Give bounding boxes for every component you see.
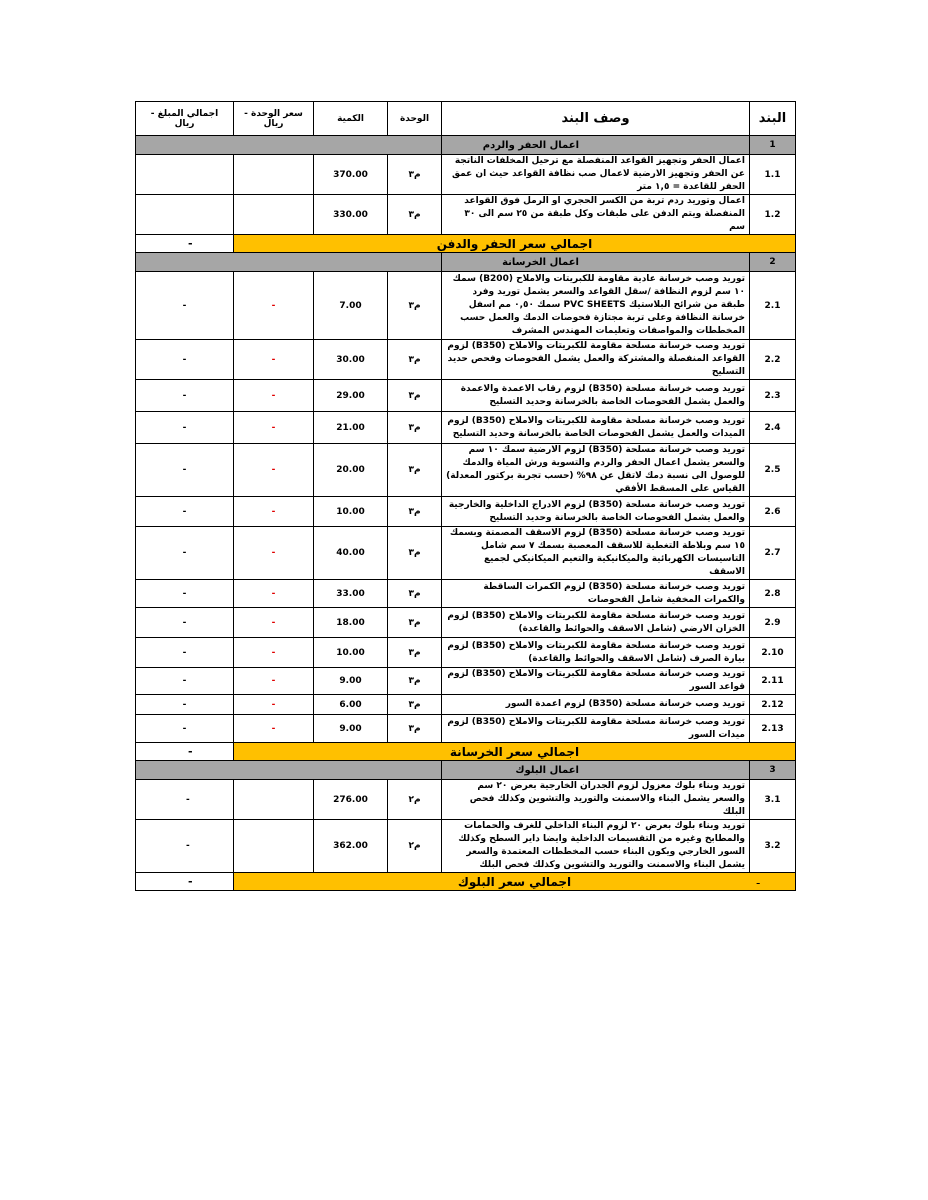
section-summary-value: - bbox=[136, 235, 234, 253]
table-row bbox=[136, 580, 796, 608]
item-description: توريد وبناء بلوك بعرض ٢٠ لزوم البناء الداخلي للغرف والحمامات والمطابخ وغيره من التقسيمات الداخلية وايضا داير السطح وكذلك السور الخارجي ويكون البناء حسب المخططات المعتمدة والسعر يشمل البناء والاسمنت والتوريد والتشوين وكذلك فحص البلك bbox=[442, 820, 750, 873]
item-description: توريد وصب خرسانة مسلحة (B350) لزوم اعمدة السور bbox=[442, 695, 750, 715]
table-row bbox=[136, 380, 796, 412]
table-row bbox=[136, 155, 796, 195]
header-item-no: البند bbox=[750, 102, 796, 136]
item-total: - bbox=[136, 380, 234, 412]
table-row bbox=[136, 695, 796, 715]
section-header-row bbox=[136, 761, 796, 780]
section-summary-label: اجمالي سعر البلوك bbox=[234, 873, 796, 891]
item-total: - bbox=[136, 820, 234, 873]
item-total: - bbox=[136, 668, 234, 695]
item-unit: م٣ bbox=[388, 608, 442, 638]
item-number: 2.1 bbox=[750, 272, 796, 340]
section-summary-label: اجمالي سعر الخرسانة bbox=[234, 743, 796, 761]
item-number: 2.7 bbox=[750, 527, 796, 580]
table-row bbox=[136, 497, 796, 527]
section-summary-row bbox=[136, 743, 796, 761]
item-quantity: 29.00 bbox=[314, 380, 388, 412]
section-summary-value: - bbox=[136, 743, 234, 761]
item-quantity: 6.00 bbox=[314, 695, 388, 715]
section-number: 2 bbox=[750, 253, 796, 272]
table-row bbox=[136, 444, 796, 497]
item-quantity: 33.00 bbox=[314, 580, 388, 608]
item-total: - bbox=[136, 444, 234, 497]
section-header-blank bbox=[136, 136, 442, 155]
table-row bbox=[136, 715, 796, 743]
item-total: - bbox=[136, 695, 234, 715]
item-unit: م٣ bbox=[388, 638, 442, 668]
item-quantity: 10.00 bbox=[314, 638, 388, 668]
item-unit-price: - bbox=[234, 580, 314, 608]
item-unit-price: - bbox=[234, 340, 314, 380]
item-quantity: 30.00 bbox=[314, 340, 388, 380]
table-row bbox=[136, 272, 796, 340]
section-title: اعمال الخرسانة bbox=[442, 253, 750, 272]
item-unit: م٣ bbox=[388, 272, 442, 340]
item-unit: م٣ bbox=[388, 580, 442, 608]
item-description: اعمال وتوريد ردم تربة من الكسر الحجري او الرمل فوق القواعد المنفصلة ويتم الدفن على طبقات وكل طبقة من ٢٥ سم الى ٣٠ سم bbox=[442, 195, 750, 235]
table-row bbox=[136, 608, 796, 638]
item-quantity: 18.00 bbox=[314, 608, 388, 638]
table-row bbox=[136, 340, 796, 380]
item-total bbox=[136, 195, 234, 235]
item-unit-price: - bbox=[234, 412, 314, 444]
item-unit: م٣ bbox=[388, 444, 442, 497]
item-unit-price: - bbox=[234, 444, 314, 497]
section-title: اعمال الحفر والردم bbox=[442, 136, 750, 155]
table-row bbox=[136, 527, 796, 580]
item-description: توريد وبناء بلوك معزول لزوم الجدران الخارجية بعرض ٢٠ سم والسعر يشمل البناء والاسمنت والتوريد والتشوين وكذلك فحص البلك bbox=[442, 780, 750, 820]
item-description: توريد وصب خرسانة مسلحة مقاومة للكبريتات والاملاح (B350) لزوم الخزان الارضي (شامل الاسقف والحوائط والقاعدة) bbox=[442, 608, 750, 638]
header-row bbox=[136, 102, 796, 136]
item-description: توريد وصب خرسانة مسلحة (B350) لزوم الكمرات الساقطة والكمرات المخفية شامل الفحوصات bbox=[442, 580, 750, 608]
item-total: - bbox=[136, 272, 234, 340]
section-summary-row bbox=[136, 873, 796, 891]
item-unit-price bbox=[234, 155, 314, 195]
item-unit-price bbox=[234, 780, 314, 820]
table-row bbox=[136, 668, 796, 695]
item-number: 2.8 bbox=[750, 580, 796, 608]
item-quantity: 20.00 bbox=[314, 444, 388, 497]
item-quantity: 276.00 bbox=[314, 780, 388, 820]
item-number: 2.6 bbox=[750, 497, 796, 527]
item-unit: م٣ bbox=[388, 412, 442, 444]
item-number: 3.1 bbox=[750, 780, 796, 820]
item-total: - bbox=[136, 608, 234, 638]
section-summary-label: اجمالي سعر الحفر والدفن bbox=[234, 235, 796, 253]
item-quantity: 9.00 bbox=[314, 715, 388, 743]
item-unit: م٣ bbox=[388, 527, 442, 580]
item-unit: م٣ bbox=[388, 155, 442, 195]
item-description: توريد وصب خرسانة مسلحة مقاومة للكبريتات والاملاح (B350) لزوم ميدات السور bbox=[442, 715, 750, 743]
item-total: - bbox=[136, 780, 234, 820]
item-unit-price: - bbox=[234, 527, 314, 580]
table-row bbox=[136, 780, 796, 820]
item-number: 2.9 bbox=[750, 608, 796, 638]
item-unit-price: - bbox=[234, 695, 314, 715]
item-unit-price: - bbox=[234, 668, 314, 695]
item-unit-price: - bbox=[234, 715, 314, 743]
item-number: 2.2 bbox=[750, 340, 796, 380]
item-total bbox=[136, 155, 234, 195]
item-unit: م٣ bbox=[388, 340, 442, 380]
item-description: توريد وصب خرسانة مسلحة (B350) لزوم الارضية سمك ١٠ سم والسعر يشمل اعمال الحفر والردم والتسوية ورش المياة والدمك للوصول الى نسبة دمك لاتقل عن ٩٨% (حسب تجربة بركتور المعدلة) القياس على المسقط الأفقي bbox=[442, 444, 750, 497]
item-unit-price: - bbox=[234, 497, 314, 527]
item-quantity: 370.00 bbox=[314, 155, 388, 195]
bill-of-quantities-table bbox=[135, 101, 796, 891]
header-description: وصف البند bbox=[442, 102, 750, 136]
item-quantity: 9.00 bbox=[314, 668, 388, 695]
section-number: 1 bbox=[750, 136, 796, 155]
item-description: توريد وصب خرسانة مسلحة مقاومة للكبريتات والاملاح (B350) لزوم بيارة الصرف (شامل الاسقف والحوائط والقاعدة) bbox=[442, 638, 750, 668]
item-unit-price: - bbox=[234, 638, 314, 668]
item-description: اعمال الحفر وتجهيز القواعد المنفصلة مع ترحيل المخلفات الناتجة عن الحفر وتجهيز الارضية لاعمال صب نظافة القواعد حيث ان عمق الحفر للقاعدة = ١,٥ متر bbox=[442, 155, 750, 195]
section-summary-value: - bbox=[136, 873, 234, 891]
item-unit: م٣ bbox=[388, 380, 442, 412]
item-number: 2.4 bbox=[750, 412, 796, 444]
item-number: 2.3 bbox=[750, 380, 796, 412]
item-quantity: 21.00 bbox=[314, 412, 388, 444]
item-total: - bbox=[136, 580, 234, 608]
item-unit: م٣ bbox=[388, 497, 442, 527]
item-number: 2.5 bbox=[750, 444, 796, 497]
item-unit-price: - bbox=[234, 608, 314, 638]
table-row bbox=[136, 412, 796, 444]
item-number: 1.2 bbox=[750, 195, 796, 235]
item-unit: م٣ bbox=[388, 715, 442, 743]
item-total: - bbox=[136, 527, 234, 580]
item-unit: م٣ bbox=[388, 695, 442, 715]
item-unit-price bbox=[234, 195, 314, 235]
item-number: 3.2 bbox=[750, 820, 796, 873]
item-description: توريد وصب خرسانة مسلحة مقاومة للكبريتات والاملاح (B350) لزوم الميدات والعمل يشمل الفحوصات الخاصة بالخرسانة وحديد التسليح bbox=[442, 412, 750, 444]
item-unit: م٢ bbox=[388, 820, 442, 873]
section-header-blank bbox=[136, 253, 442, 272]
page-mark: - bbox=[756, 876, 761, 890]
item-description: توريد وصب خرسانة مسلحة مقاومة للكبريتات والاملاح (B350) لزوم قواعد السور bbox=[442, 668, 750, 695]
item-quantity: 10.00 bbox=[314, 497, 388, 527]
item-unit-price bbox=[234, 820, 314, 873]
table-row bbox=[136, 820, 796, 873]
item-quantity: 362.00 bbox=[314, 820, 388, 873]
header-unit: الوحدة bbox=[388, 102, 442, 136]
item-quantity: 330.00 bbox=[314, 195, 388, 235]
item-unit-price: - bbox=[234, 272, 314, 340]
section-header-blank bbox=[136, 761, 442, 780]
header-quantity: الكمية bbox=[314, 102, 388, 136]
item-description: توريد وصب خرسانة عادية مقاومة للكبريتات والاملاح (B200) سمك ١٠ سم لزوم النظافة /سقل القواعد والسعر يشمل توريد وفرد طبقة من شرائح البلاستيك PVC SHEETS سمك ٠,٥٠ مم اسفل خرسانة النظافة وعلى تربة مجتازة فحوصات الدمك والعمل حسب المخططات والمواصفات وتعليمات المهندس المشرف bbox=[442, 272, 750, 340]
item-total: - bbox=[136, 497, 234, 527]
section-header-row bbox=[136, 136, 796, 155]
header-unit-price: سعر الوحدة - ريال bbox=[234, 102, 314, 136]
item-description: توريد وصب خرسانة مسلحة (B350) لزوم الاسقف المصمتة وبسمك ١٥ سم وبلاطة التغطية للاسقف المعصبة بسمك ٧ سم شامل التاسيسات الكهربائية والميكانيكية والتعيم الميكانيكي لجميع الاسقف bbox=[442, 527, 750, 580]
section-summary-row bbox=[136, 235, 796, 253]
item-number: 1.1 bbox=[750, 155, 796, 195]
item-quantity: 7.00 bbox=[314, 272, 388, 340]
item-unit: م٣ bbox=[388, 668, 442, 695]
item-total: - bbox=[136, 340, 234, 380]
table-row bbox=[136, 195, 796, 235]
item-number: 2.12 bbox=[750, 695, 796, 715]
section-title: اعمال البلوك bbox=[442, 761, 750, 780]
item-description: توريد وصب خرسانة مسلحة (B350) لزوم الادراج الداخلية والخارجية والعمل يشمل الفحوصات الخاصة بالخرسانة وحديد التسليح bbox=[442, 497, 750, 527]
section-header-row bbox=[136, 253, 796, 272]
item-number: 2.11 bbox=[750, 668, 796, 695]
item-total: - bbox=[136, 715, 234, 743]
item-unit: م٣ bbox=[388, 195, 442, 235]
item-unit-price: - bbox=[234, 380, 314, 412]
section-number: 3 bbox=[750, 761, 796, 780]
item-description: توريد وصب خرسانة مسلحة مقاومة للكبريتات والاملاح (B350) لزوم القواعد المنفصلة والمشتركة والعمل يشمل الفحوصات وفحص حديد التسليح bbox=[442, 340, 750, 380]
item-description: توريد وصب خرسانة مسلحة (B350) لزوم رقاب الاعمدة والاعمدة والعمل يشمل الفحوصات الخاصة بالخرسانة وحديد التسليح bbox=[442, 380, 750, 412]
item-number: 2.13 bbox=[750, 715, 796, 743]
item-number: 2.10 bbox=[750, 638, 796, 668]
item-total: - bbox=[136, 412, 234, 444]
item-total: - bbox=[136, 638, 234, 668]
item-unit: م٢ bbox=[388, 780, 442, 820]
header-total: اجمالي المبلغ - ريال bbox=[136, 102, 234, 136]
table-row bbox=[136, 638, 796, 668]
item-quantity: 40.00 bbox=[314, 527, 388, 580]
